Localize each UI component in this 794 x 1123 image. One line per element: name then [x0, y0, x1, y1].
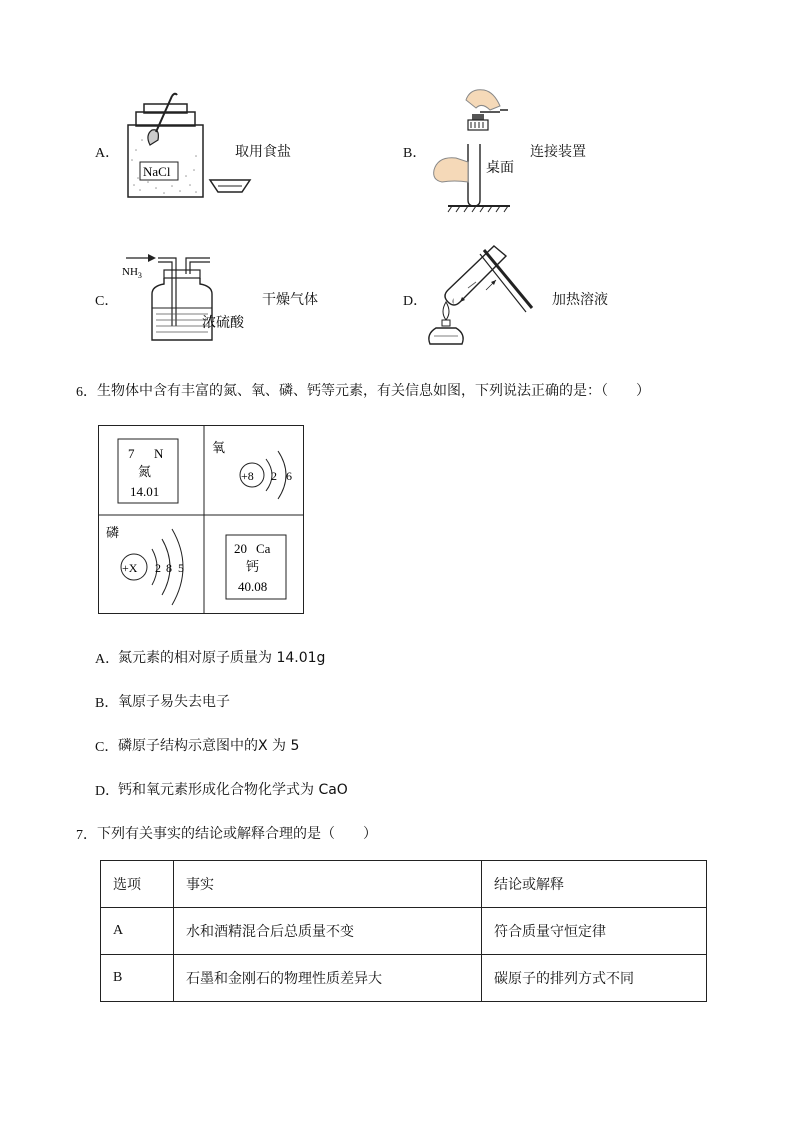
phosphorus-shell-1: 2 — [155, 561, 161, 575]
option-letter-a: A． — [95, 146, 120, 161]
q6-option-letter-d: D． — [95, 784, 120, 799]
header-conclusion: 结论或解释 — [482, 861, 707, 908]
phosphorus-shell-2: 8 — [166, 561, 172, 575]
row-b-fact: 石墨和金刚石的物理性质差异大 — [174, 955, 482, 1002]
facts-table — [100, 860, 707, 1002]
nh3-label: $NH_3$ — [122, 266, 142, 280]
nacl-label: NaCl — [143, 164, 171, 179]
connect-apparatus-figure — [428, 82, 518, 214]
q6-option-b-text: 氧原子易失去电子 — [118, 694, 230, 710]
row-b-conclusion: 碳原子的排列方式不同 — [482, 955, 707, 1002]
header-option: 选项 — [101, 861, 174, 908]
element-info-figure — [98, 425, 305, 615]
option-letter-d: D． — [403, 294, 428, 309]
q6-option-letter-b: B． — [95, 696, 119, 711]
calcium-number: 20 — [234, 541, 247, 556]
row-a-option: A — [101, 908, 174, 955]
sulfuric-acid-label: 浓硫酸 — [202, 316, 244, 331]
nitrogen-number: 7 — [128, 446, 135, 461]
q7-stem: 下列有关事实的结论或解释合理的是（ ） — [97, 826, 377, 842]
q6-option-letter-c: C． — [95, 740, 119, 755]
option-d-text: 加热溶液 — [552, 292, 608, 308]
calcium-name: 钙 — [246, 559, 260, 574]
nitrogen-mass: 14.01 — [130, 484, 160, 499]
phosphorus-name: 磷 — [106, 525, 120, 540]
calcium-mass: 40.08 — [238, 579, 268, 594]
row-a-conclusion: 符合质量守恒定律 — [482, 908, 707, 955]
desk-label: 桌面 — [486, 161, 514, 176]
oxygen-nucleus-charge: +8 — [241, 469, 254, 483]
q7-number: 7． — [76, 828, 97, 843]
phosphorus-nucleus-charge: +X — [122, 561, 138, 575]
q6-option-d-text: 钙和氧元素形成化合物化学式为 CaO — [118, 782, 348, 798]
table-row — [101, 908, 707, 955]
row-b-option: B — [101, 955, 174, 1002]
oxygen-shell-1: 2 — [271, 469, 277, 483]
nitrogen-symbol: N — [154, 446, 164, 461]
calcium-symbol: Ca — [256, 541, 271, 556]
q6-option-letter-a: A． — [95, 652, 120, 667]
oxygen-name: 氧 — [212, 440, 226, 455]
option-letter-c: C． — [95, 294, 119, 309]
q6-stem: 生物体中含有丰富的氮、氧、磷、钙等元素，有关信息如图，下列说法正确的是：（ ） — [97, 383, 650, 399]
table-header-row — [101, 861, 707, 908]
heat-solution-figure — [424, 240, 544, 352]
q6-option-a-text: 氮元素的相对原子质量为 14.01g — [118, 650, 326, 666]
q6-number: 6． — [76, 385, 97, 400]
table-row — [101, 955, 707, 1002]
q6-option-c-text: 磷原子结构示意图中的X 为 5 — [118, 738, 300, 754]
oxygen-shell-2: 6 — [286, 469, 292, 483]
option-a-text: 取用食盐 — [235, 144, 291, 160]
header-fact: 事实 — [174, 861, 482, 908]
row-a-fact: 水和酒精混合后总质量不变 — [174, 908, 482, 955]
option-letter-b: B． — [403, 146, 427, 161]
option-b-text: 连接装置 — [530, 144, 586, 160]
nitrogen-name: 氮 — [138, 464, 152, 479]
gas-drying-bottle-figure — [118, 248, 278, 348]
option-c-text: 干燥气体 — [262, 292, 318, 308]
phosphorus-shell-3: 5 — [178, 561, 184, 575]
